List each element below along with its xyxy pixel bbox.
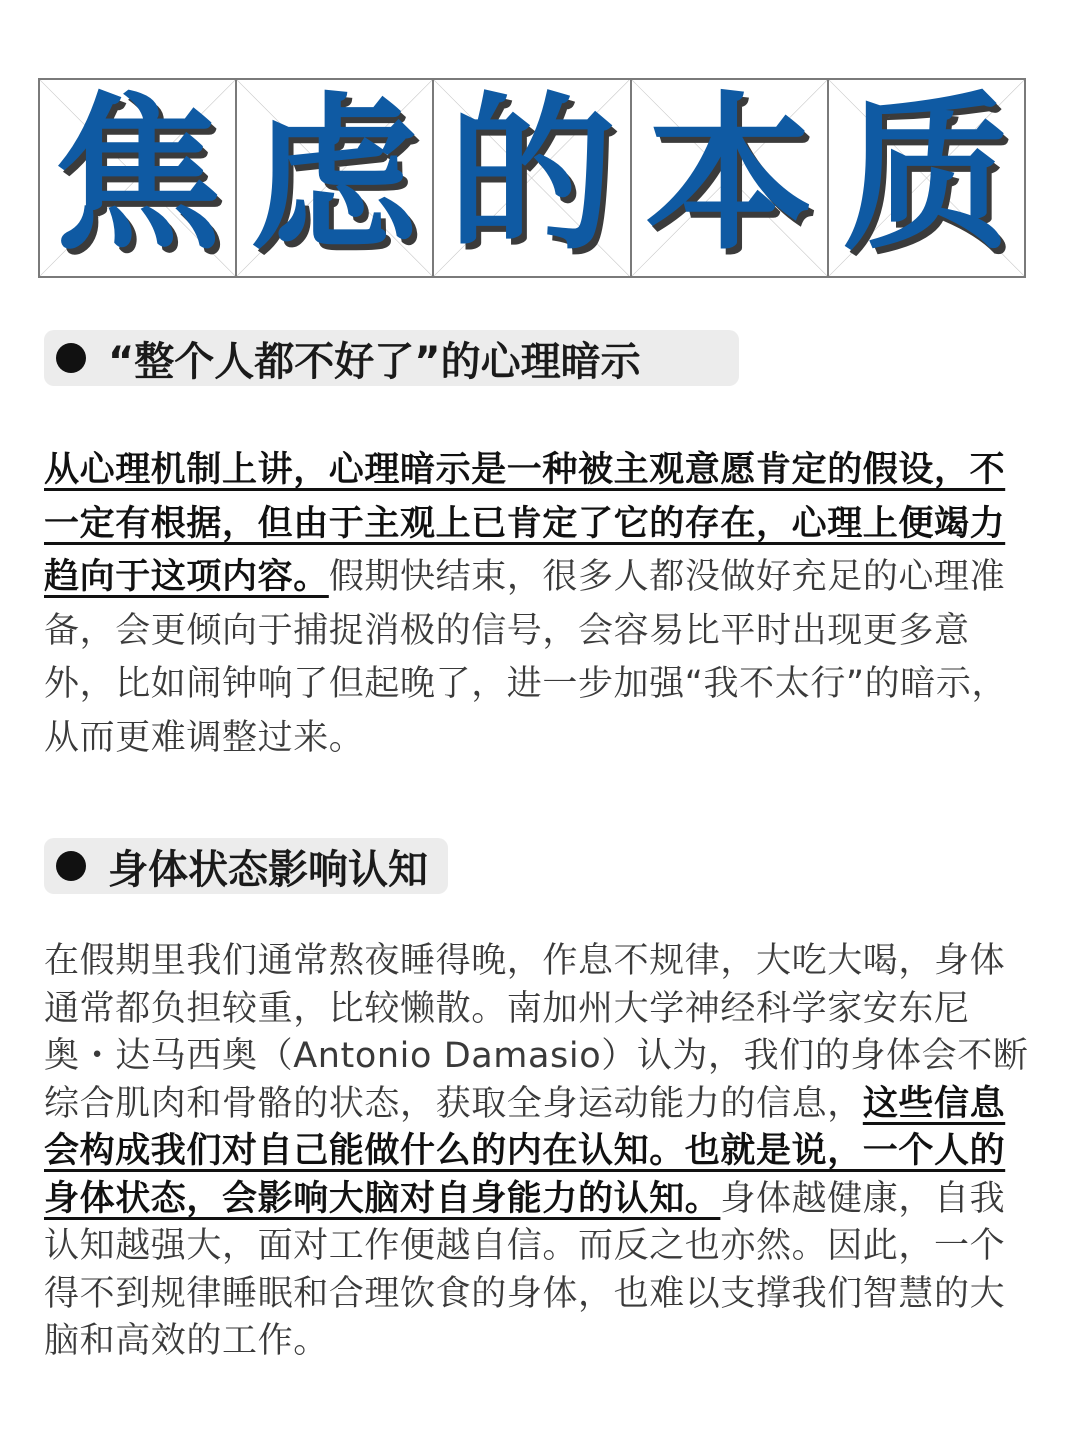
section-heading: [44, 330, 739, 386]
section-paragraph: [44, 444, 1034, 765]
bullet-icon: [56, 343, 86, 373]
body-text: 身体越健康，自我认知越强大，面对工作便越自信。而反之也亦然。因此，一个得不到规律睡眠和合理饮食的身体，也难以支撑我们智慧的大脑和高效的工作。: [44, 1178, 1006, 1361]
emphasized-text: 从心理机制上讲，心理暗示是一种被主观意愿肯定的假设，不一定有根据，但由于主观上已肯定了它的存在，心理上便竭力趋向于这项内容。: [44, 450, 1006, 597]
emphasized-text: 这些信息会构成我们对自己能做什么的内在认知。也就是说，一个人的身体状态，会影响大脑对自身能力的认知。: [44, 1083, 1006, 1219]
body-text: 在假期里我们通常熬夜睡得晚，作息不规律，大吃大喝，身体通常都负担较重，比较懒散。南加州大学神经科学家安东尼奥・达马西奥（Antonio Damasio）认为，我们的身体会不断综合肌肉和骨骼的状态，获取全身运动能力的信息，: [44, 941, 1029, 1124]
body-text: 假期快结束，很多人都没做好充足的心理准备，会更倾向于捕捉消极的信号，会容易比平时出现更多意外，比如闹钟响了但起晚了，进一步加强“我不太行”的暗示，从而更难调整过来。: [44, 557, 1008, 758]
section-heading-text: 身体状态影响认知: [108, 846, 428, 893]
title-character: 焦: [53, 80, 222, 273]
bullet-icon: [56, 851, 86, 881]
title-character: 虑: [250, 80, 419, 273]
title-character: 本: [645, 80, 814, 273]
section-paragraph: [44, 938, 1034, 1366]
title-cell: [630, 80, 827, 276]
section-heading: [44, 838, 448, 894]
title-cell: [235, 80, 432, 276]
title-cell: [432, 80, 629, 276]
title-character: 的: [448, 80, 616, 273]
section-heading-text: “整个人都不好了”的心理暗示: [108, 338, 641, 385]
title-character: 质: [842, 80, 1011, 273]
title-cell: [827, 80, 1024, 276]
title-banner: [38, 78, 1026, 278]
title-cell: [40, 80, 235, 276]
